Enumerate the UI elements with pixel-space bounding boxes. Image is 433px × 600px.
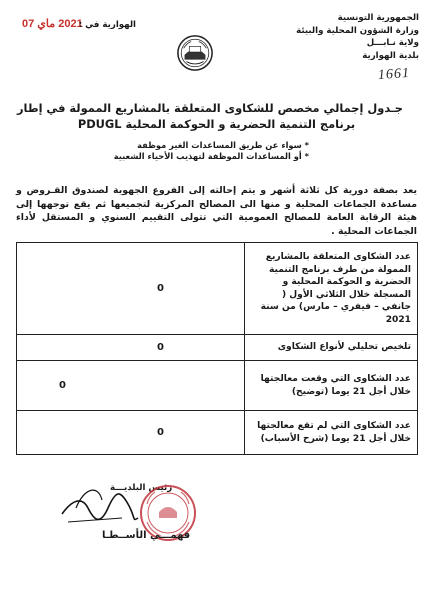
table-row [17,361,418,411]
header-authority-block [279,12,419,62]
reference-number: 1661 [377,65,411,84]
note-item: * سواء عن طريق المساعدات الغير موظفة [137,140,309,150]
table-cell-label: عدد الشكاوى المتعلقة بالمشاريع الممولة من طرف برنامج التنمية الحضرية و الحوكمة المحلية و المسجلة خلال الثلاثي الأول ( جانفي – فيفري – مارس) من سنة 2021 [245,243,418,335]
document-title [17,100,403,132]
municipality-name: بلدية الهوارية [362,50,419,61]
governorate-name: ولاية نـابـــل [366,38,419,49]
signatory-title: رئيس البلديـــة [110,483,173,493]
country-name: الجمهورية التونسية [337,13,419,23]
municipality-emblem-icon [176,34,214,72]
table-cell-value: 0 [17,243,245,335]
note-item: * أو المساعدات الموظفة لتهذيب الأحياء الشعبية [113,151,309,161]
title-line-1: جـدول إجمالي مخصص للشكاوى المتعلقة بالمشاريع الممولة في إطار [17,101,403,115]
notes-list [113,140,309,162]
table-cell-value: 0 [17,335,245,361]
ministry-name: وزارة الشؤون المحلية والبيئة [296,25,419,36]
table-cell-label: تلخيص تحليلي لأنواع الشكاوى [245,335,418,361]
table-row [17,411,418,455]
table-cell-value: 0 [17,411,245,455]
table-row [17,335,418,361]
date-label: الهوارية في : [78,20,136,30]
table-cell-value: 0 [17,361,245,411]
table-cell-label: عدد الشكاوى التي وقعت معالجتها خلال أجل 21 يوما (توضيح) [245,361,418,411]
body-paragraph: يعد بصفة دورية كل ثلاثة أشهر و يتم إحالته إلى الفروع الجهوية لصندوق القـروض و مساعدة الجماعات المحلية و منها الى المصالح المركزية لتجميعها ثم يقع توجهها إلى هيئة الرقابة العامة للمصالح العمومية التي تتولى التقييم السنوي و المستقل لأداء الجماعات المحلية . [16,185,417,237]
complaints-table [16,242,418,455]
table-cell-label: عدد الشكاوى التي لم تقع معالجتها خلال أجل 21 يوما (شرح الأسباب) [245,411,418,455]
signatory-name: فهمـــي الأســطـا [102,530,191,541]
table-row [17,243,418,335]
title-line-2: برنامج التنمية الحضرية و الحوكمة المحلية PDUGL [77,117,356,131]
date-stamp: 2021 ماي 07 [22,18,83,30]
